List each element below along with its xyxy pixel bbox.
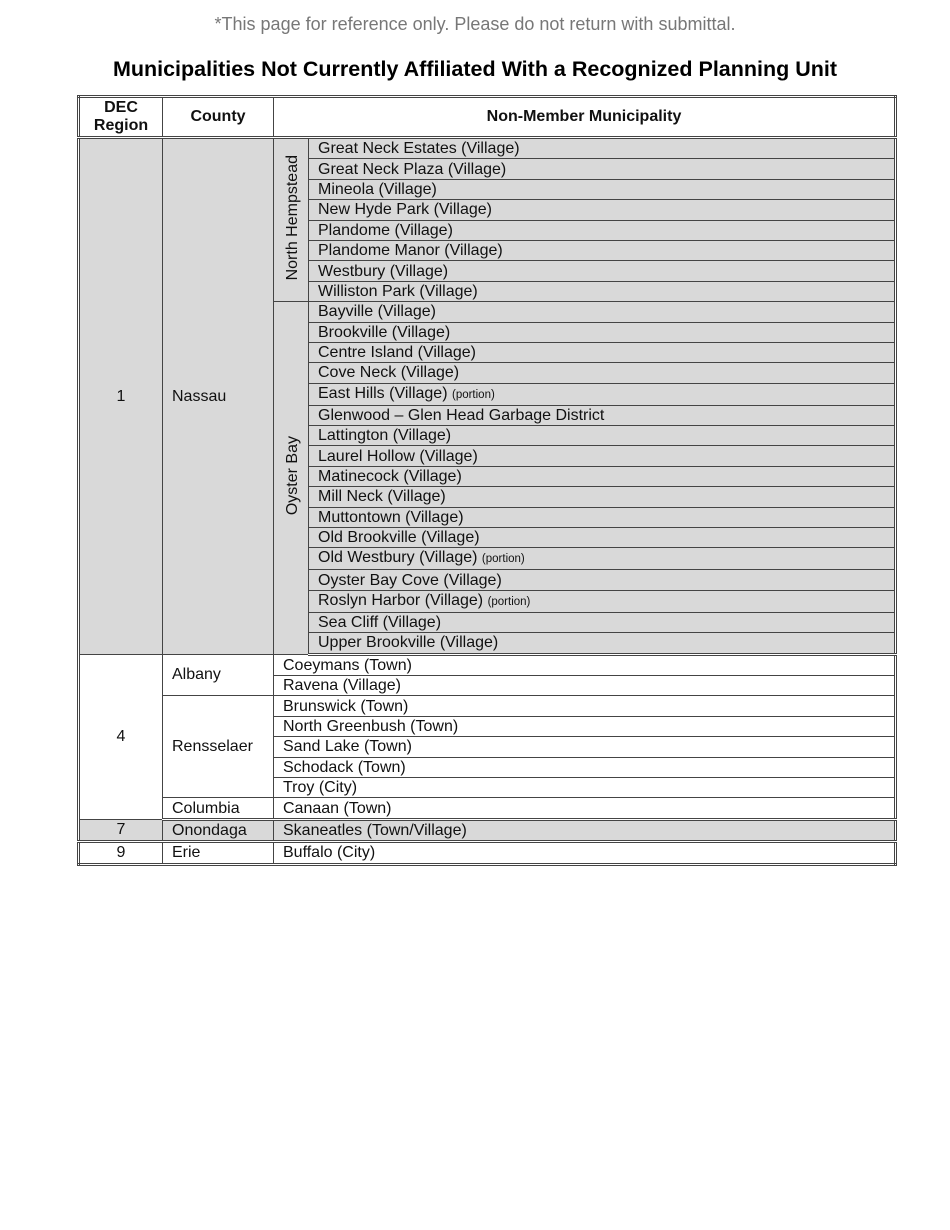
table-header-row xyxy=(79,97,896,138)
municipality-cell xyxy=(309,528,896,548)
municipalities-table xyxy=(77,95,897,866)
table-row xyxy=(79,696,896,716)
municipality-cell xyxy=(309,383,896,405)
municipality-cell: Williston Park (Village) xyxy=(309,281,896,301)
municipality-cell xyxy=(309,446,896,466)
municipality-name: Upper Brookville (Village) xyxy=(318,634,499,652)
portion-note: (portion) xyxy=(451,388,495,401)
municipality-cell: North Greenbush (Town) xyxy=(274,716,896,736)
region-cell: 1 xyxy=(79,138,163,655)
municipality-cell: Skaneatles (Town/Village) xyxy=(274,819,896,841)
municipality-cell: Westbury (Village) xyxy=(309,261,896,281)
county-cell: Nassau xyxy=(163,138,274,655)
municipality-cell: New Hyde Park (Village) xyxy=(309,200,896,220)
table-row xyxy=(79,819,896,841)
header-dec-region: DEC Region xyxy=(79,97,163,138)
municipality-cell: Schodack (Town) xyxy=(274,757,896,777)
municipality-name: Mill Neck (Village) xyxy=(318,488,446,506)
municipality-name: Roslyn Harbor (Village) xyxy=(318,591,484,609)
municipality-name: Laurel Hollow (Village) xyxy=(318,447,478,465)
table-row xyxy=(79,798,896,819)
page-title: Municipalities Not Currently Affiliated With a Recognized Planning Unit xyxy=(112,57,838,81)
county-cell: Onondaga xyxy=(163,819,274,841)
municipality-cell xyxy=(309,426,896,446)
town-label: North Hempstead xyxy=(284,154,301,281)
municipality-cell xyxy=(309,570,896,590)
municipality-cell: Troy (City) xyxy=(274,777,896,797)
municipality-name: Muttontown (Village) xyxy=(318,508,464,526)
county-cell: Albany xyxy=(163,654,274,696)
municipality-cell xyxy=(309,405,896,425)
table-row xyxy=(79,138,896,159)
town-label: Oyster Bay xyxy=(284,435,301,515)
municipality-name: Old Brookville (Village) xyxy=(318,529,480,547)
table-row xyxy=(79,654,896,675)
municipality-cell xyxy=(309,507,896,527)
municipality-cell xyxy=(309,548,896,570)
header-non-member-municipality: Non-Member Municipality xyxy=(274,97,896,138)
municipality-cell: Canaan (Town) xyxy=(274,798,896,819)
municipality-name: Centre Island (Village) xyxy=(318,344,477,362)
municipality-cell xyxy=(309,302,896,322)
municipality-cell xyxy=(309,466,896,486)
municipality-cell xyxy=(309,590,896,612)
municipality-cell: Ravena (Village) xyxy=(274,675,896,695)
county-cell: Erie xyxy=(163,842,274,864)
municipality-cell xyxy=(309,363,896,383)
region-cell: 4 xyxy=(79,654,163,819)
municipality-cell xyxy=(309,342,896,362)
municipality-name: Glenwood – Glen Head Garbage District xyxy=(318,406,605,424)
region-cell: 9 xyxy=(79,842,163,864)
municipality-cell: Plandome Manor (Village) xyxy=(309,240,896,260)
municipality-cell xyxy=(309,487,896,507)
municipality-name: Sea Cliff (Village) xyxy=(318,614,442,631)
municipality-cell: Plandome (Village) xyxy=(309,220,896,240)
municipality-cell xyxy=(309,633,896,654)
municipality-cell: Coeymans (Town) xyxy=(274,654,896,675)
region-cell: 7 xyxy=(79,819,163,841)
town-label-cell xyxy=(274,302,309,654)
municipality-name: Bayville (Village) xyxy=(318,303,436,321)
table-row xyxy=(79,842,896,864)
town-label-cell xyxy=(274,138,309,302)
municipality-name: Matinecock (Village) xyxy=(318,468,462,486)
county-cell: Columbia xyxy=(163,798,274,819)
header-county: County xyxy=(163,97,274,138)
municipality-cell: Buffalo (City) xyxy=(274,842,896,864)
municipality-cell xyxy=(309,322,896,342)
municipality-name: East Hills (Village) xyxy=(318,384,448,402)
portion-note: (portion) xyxy=(487,595,531,608)
municipality-name: Old Westbury (Village) xyxy=(318,549,478,567)
municipality-cell: Sand Lake (Town) xyxy=(274,737,896,757)
municipality-name: Oyster Bay Cove (Village) xyxy=(318,571,502,589)
municipality-cell xyxy=(309,612,896,632)
municipality-cell: Brunswick (Town) xyxy=(274,696,896,716)
reference-note: *This page for reference only. Please do not return with submittal. xyxy=(214,14,736,34)
municipality-name: Lattington (Village) xyxy=(318,427,452,445)
county-cell: Rensselaer xyxy=(163,696,274,798)
municipality-name: Cove Neck (Village) xyxy=(318,364,460,382)
municipality-cell: Great Neck Plaza (Village) xyxy=(309,159,896,179)
municipality-cell: Great Neck Estates (Village) xyxy=(309,138,896,159)
portion-note: (portion) xyxy=(481,553,525,566)
municipality-name: Brookville (Village) xyxy=(318,323,451,341)
municipality-cell: Mineola (Village) xyxy=(309,179,896,199)
